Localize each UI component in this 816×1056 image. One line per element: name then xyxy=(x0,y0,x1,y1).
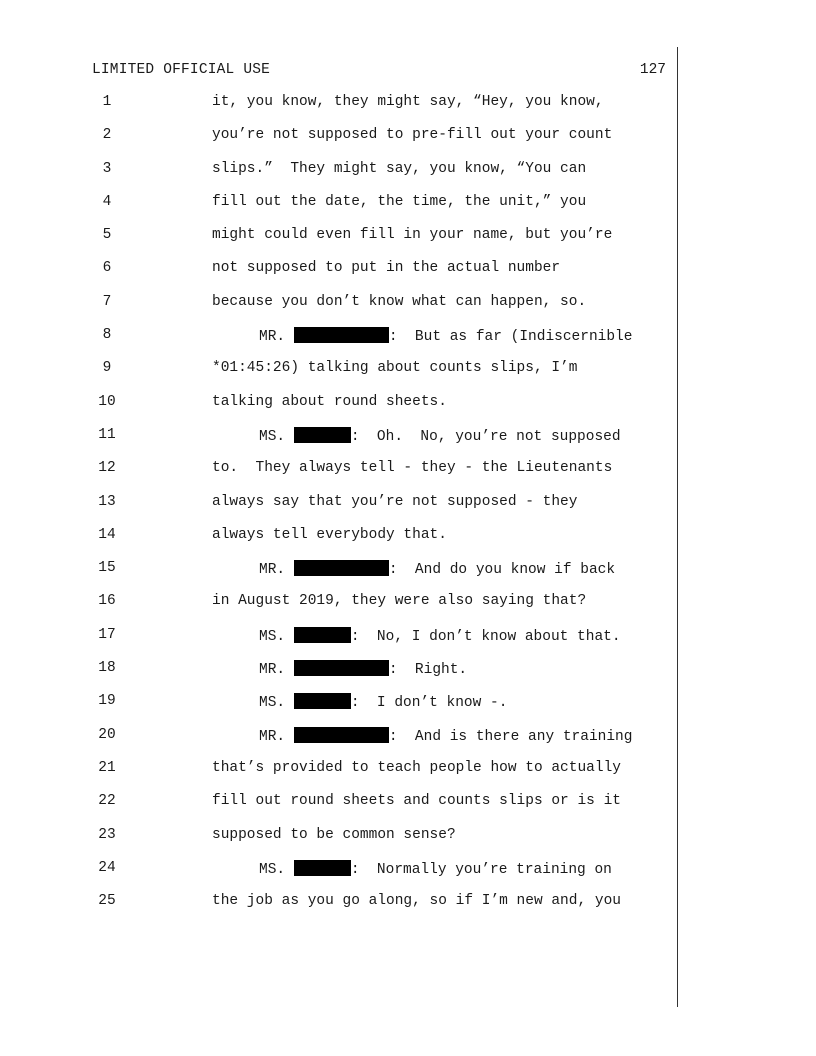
speaker-line xyxy=(259,660,467,678)
line-number: 18 xyxy=(98,660,116,677)
speaker-line xyxy=(259,427,621,445)
transcript-line xyxy=(0,760,816,793)
line-text: fill out round sheets and counts slips or is it xyxy=(212,793,621,810)
transcript-line xyxy=(0,360,816,393)
line-number: 15 xyxy=(98,560,116,577)
redaction-block xyxy=(294,727,389,743)
line-text: supposed to be common sense? xyxy=(212,826,456,843)
line-number: 9 xyxy=(102,360,112,377)
page-number: 127 xyxy=(639,62,666,78)
line-text: to. They always tell - they - the Lieutenants xyxy=(212,460,613,477)
transcript-line xyxy=(0,427,816,460)
line-number: 25 xyxy=(98,893,116,910)
line-number: 6 xyxy=(102,260,112,277)
transcript-line xyxy=(0,260,816,293)
transcript-line xyxy=(0,593,816,626)
line-text: always say that you’re not supposed - they xyxy=(212,493,578,510)
speaker-title: MR. xyxy=(259,562,286,579)
transcript-line xyxy=(0,227,816,260)
transcript-line xyxy=(0,194,816,227)
line-number: 17 xyxy=(98,626,116,643)
redaction-block xyxy=(294,627,351,643)
line-number: 19 xyxy=(98,693,116,710)
transcript-line xyxy=(0,793,816,826)
transcript-line xyxy=(0,560,816,593)
speaker-remark: : Right. xyxy=(388,662,468,679)
speaker-remark: : And do you know if back xyxy=(388,562,616,579)
speaker-remark: : Oh. No, you’re not supposed xyxy=(350,428,621,445)
transcript-line xyxy=(0,327,816,360)
transcript-line xyxy=(0,127,816,160)
speaker-remark: : Normally you’re training on xyxy=(350,861,612,878)
line-text: because you don’t know what can happen, so. xyxy=(212,293,587,310)
redaction-block xyxy=(294,693,351,709)
line-number: 8 xyxy=(102,327,112,344)
speaker-line xyxy=(259,560,615,578)
transcript-line xyxy=(0,860,816,893)
line-number: 3 xyxy=(102,160,112,177)
line-text: it, you know, they might say, “Hey, you know, xyxy=(212,94,604,110)
line-text: might could even fill in your name, but you’re xyxy=(212,227,613,244)
line-text: in August 2019, they were also saying that? xyxy=(212,593,587,610)
line-text: slips.” They might say, you know, “You can xyxy=(212,160,587,177)
transcript-line xyxy=(0,627,816,660)
speaker-line xyxy=(259,327,632,345)
transcript-line xyxy=(0,161,816,194)
line-number: 10 xyxy=(98,393,116,410)
line-number: 4 xyxy=(102,193,112,210)
speaker-title: MS. xyxy=(259,695,286,712)
line-number: 21 xyxy=(98,759,116,776)
redaction-block xyxy=(294,427,351,443)
line-number: 7 xyxy=(102,293,112,310)
transcript-line xyxy=(0,727,816,760)
speaker-remark: : And is there any training xyxy=(388,728,633,745)
speaker-line xyxy=(259,727,632,745)
transcript-line xyxy=(0,893,816,926)
line-number: 2 xyxy=(102,127,112,144)
speaker-title: MR. xyxy=(259,662,286,679)
transcript-line xyxy=(0,494,816,527)
transcript-line xyxy=(0,394,816,427)
line-number: 24 xyxy=(98,859,116,876)
transcript-line xyxy=(0,660,816,693)
line-text: not supposed to put in the actual number xyxy=(212,260,561,277)
speaker-line xyxy=(259,693,507,711)
line-number: 5 xyxy=(102,227,112,244)
speaker-remark: : But as far (Indiscernible xyxy=(388,329,633,346)
transcript-line xyxy=(0,294,816,327)
speaker-title: MR. xyxy=(259,329,286,346)
line-text: always tell everybody that. xyxy=(212,526,447,543)
transcript-body xyxy=(0,94,816,926)
line-number: 22 xyxy=(98,793,116,810)
speaker-remark: : I don’t know -. xyxy=(350,695,508,712)
speaker-title: MR. xyxy=(259,728,286,745)
redaction-block xyxy=(294,660,389,676)
line-text: you’re not supposed to pre-fill out your count xyxy=(212,127,613,144)
redaction-block xyxy=(294,860,351,876)
redaction-block xyxy=(294,327,389,343)
transcript-line xyxy=(0,460,816,493)
line-number: 20 xyxy=(98,726,116,743)
speaker-line xyxy=(259,860,612,878)
line-text: the job as you go along, so if I’m new and, you xyxy=(212,893,621,910)
speaker-title: MS. xyxy=(259,428,286,445)
line-number: 23 xyxy=(98,826,116,843)
speaker-line xyxy=(259,627,621,645)
line-number: 1 xyxy=(102,94,112,110)
transcript-line xyxy=(0,94,816,127)
speaker-remark: : No, I don’t know about that. xyxy=(350,628,621,645)
line-text: that’s provided to teach people how to actually xyxy=(212,759,621,776)
speaker-title: MS. xyxy=(259,861,286,878)
transcript-line xyxy=(0,527,816,560)
transcript-line xyxy=(0,693,816,726)
redaction-block xyxy=(294,560,389,576)
speaker-title: MS. xyxy=(259,628,286,645)
line-text: talking about round sheets. xyxy=(212,393,447,410)
line-number: 11 xyxy=(98,426,116,443)
line-text: *01:45:26) talking about counts slips, I’m xyxy=(212,360,578,377)
transcript-line xyxy=(0,827,816,860)
line-number: 12 xyxy=(98,460,116,477)
line-number: 13 xyxy=(98,493,116,510)
line-number: 14 xyxy=(98,526,116,543)
line-number: 16 xyxy=(98,593,116,610)
line-text: fill out the date, the time, the unit,” you xyxy=(212,193,587,210)
classification-header: LIMITED OFFICIAL USE xyxy=(92,62,271,78)
